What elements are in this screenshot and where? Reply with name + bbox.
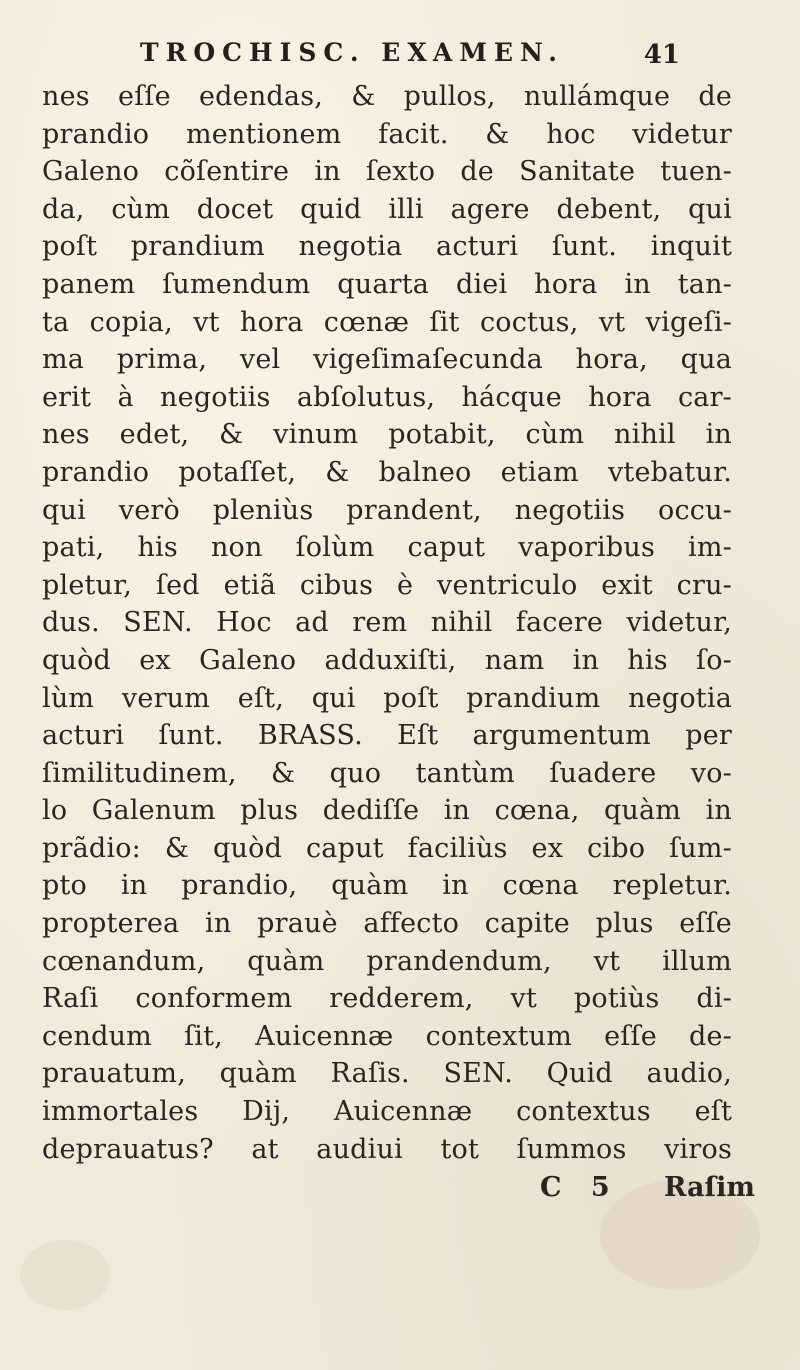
text-line: Galeno cõſentire in ſexto de Sanitate tuen- <box>42 156 732 188</box>
text-line: ta copia, vt hora cœnæ ſit coctus, vt vigeſi- <box>42 306 732 338</box>
text-line: panem ſumendum quarta diei hora in tan- <box>42 268 732 300</box>
text-line: cœnandum, quàm prandendum, vt illum <box>42 945 732 977</box>
text-line: deprauatus? at audiui tot ſummos viros <box>42 1133 732 1165</box>
text-line: ma prima, vel vigeſimaſecunda hora, qua <box>42 344 732 376</box>
text-line: dus. SEN. Hoc ad rem nihil facere videtur, <box>42 607 732 639</box>
text-line: da, cùm docet quid illi agere debent, qui <box>42 193 732 225</box>
catchword: Raſim <box>664 1172 755 1204</box>
page-number: 41 <box>643 40 680 70</box>
text-line: propterea in prauè affecto capite plus eſſe <box>42 908 732 940</box>
text-line: pto in prandio, quàm in cœna repletur. <box>42 870 732 902</box>
text-line: ſimilitudinem, & quo tantùm ſuadere vo- <box>42 757 732 789</box>
text-line: cendum ſit, Auicennæ contextum eſſe de- <box>42 1020 732 1052</box>
running-head <box>140 38 680 72</box>
text-line: pletur, ſed etiã cibus è ventriculo exit cru- <box>42 569 732 601</box>
text-line: quòd ex Galeno adduxiſti, nam in his ſo- <box>42 644 732 676</box>
text-line: prauatum, quàm Raſis. SEN. Quid audio, <box>42 1058 732 1090</box>
text-line: lo Galenum plus dediſſe in cœna, quàm in <box>42 795 732 827</box>
text-line: poſt prandium negotia acturi ſunt. inquit <box>42 231 732 263</box>
text-line: nes edet, & vinum potabit, cùm nihil in <box>42 419 732 451</box>
paper-stain <box>20 1240 110 1310</box>
text-line: nes eſſe edendas, & pullos, nullámque de <box>42 81 732 112</box>
text-line: prãdio: & quòd caput faciliùs ex cibo ſum- <box>42 832 732 864</box>
signature-mark: C 5 <box>540 1172 620 1204</box>
text-line: prandio mentionem facit. & hoc videtur <box>42 118 732 150</box>
text-line: prandio potaſſet, & balneo etiam vtebatur. <box>42 456 732 488</box>
text-line: immortales Dij, Auicennæ contextus eſt <box>42 1096 732 1128</box>
text-line: Raſi conformem redderem, vt potiùs di- <box>42 983 732 1015</box>
running-title: TROCHISC. EXAMEN. <box>140 38 564 67</box>
catchline <box>0 1172 800 1212</box>
text-line: acturi ſunt. BRASS. Eſt argumentum per <box>42 720 732 752</box>
body-text <box>42 78 732 1168</box>
text-line: qui verò pleniùs prandent, negotiis occu- <box>42 494 732 526</box>
text-line: pati, his non ſolùm caput vaporibus im- <box>42 532 732 564</box>
text-line: erit à negotiis abſolutus, hácque hora car- <box>42 381 732 413</box>
text-line: lùm verum eſt, qui poſt prandium negotia <box>42 682 732 714</box>
